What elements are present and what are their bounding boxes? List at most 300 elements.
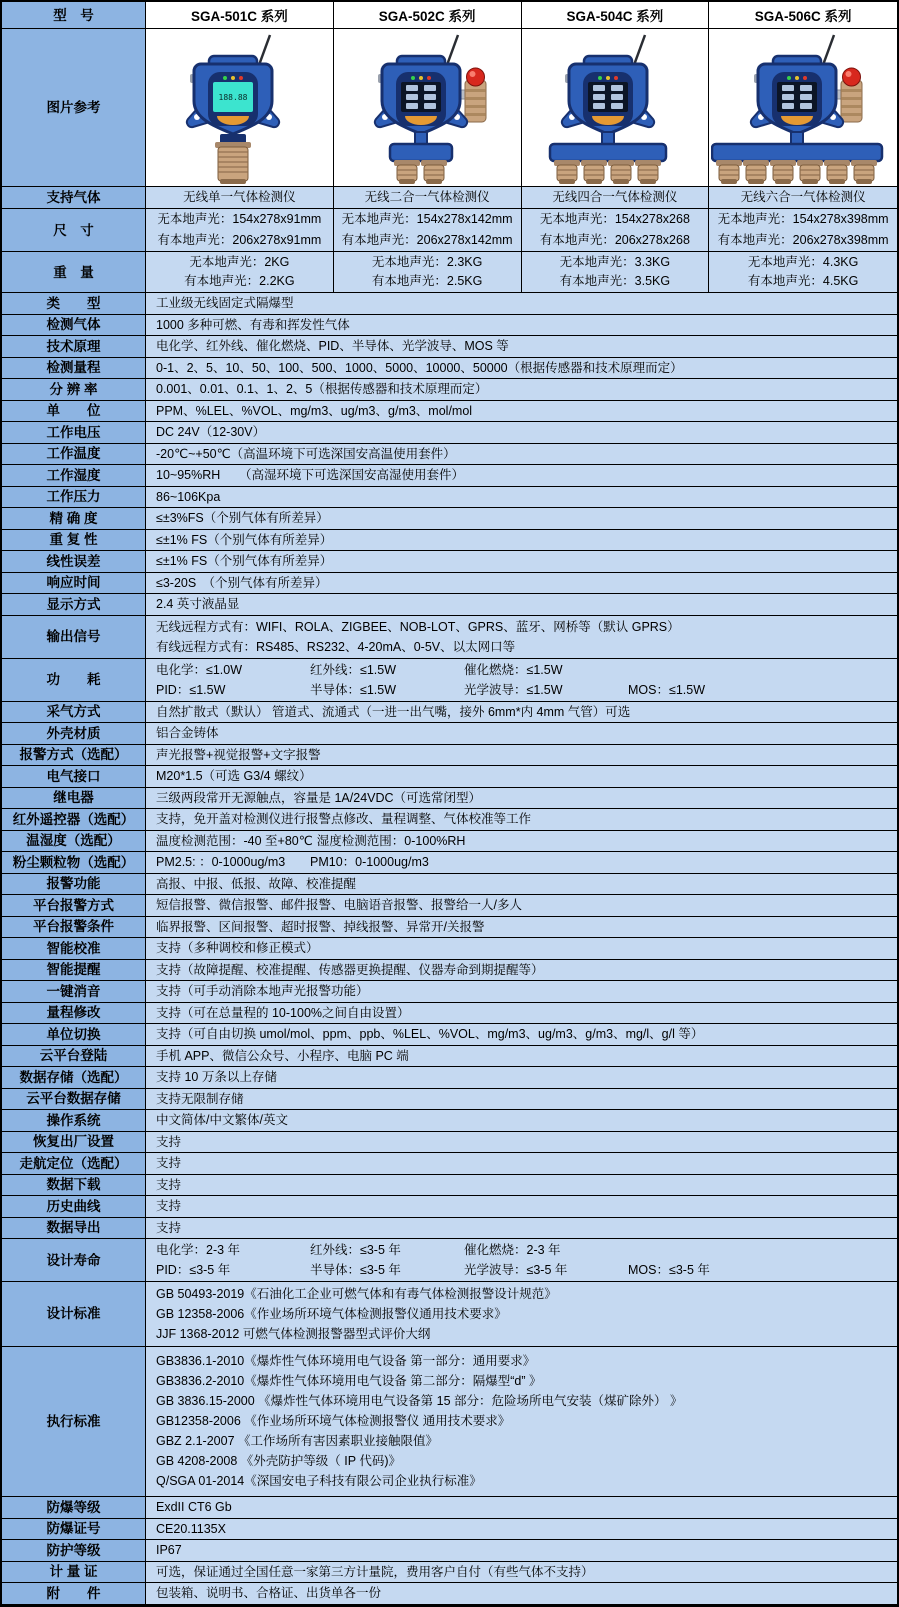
spec-row-label: 工作压力 (2, 487, 146, 509)
spec-row-label: 操作系统 (2, 1110, 146, 1132)
spec-value-cell (146, 1132, 897, 1154)
spec-value-cell (146, 401, 897, 423)
spec-value-segment: 光学波导：≤3-5 年 (464, 1263, 568, 1277)
spec-value-line (156, 530, 897, 550)
spec-value-segment: 支持（可在总量程的 10-100%之间自由设置） (156, 1005, 410, 1020)
spec-value-segment: 支持（故障提醒、校准提醒、传感器更换提醒、仪器寿命到期提醒等） (156, 962, 544, 977)
spec-value-line (156, 1371, 897, 1391)
spec-row-label: 显示方式 (2, 594, 146, 616)
spec-value-cell (146, 1067, 897, 1089)
product-value-cell (709, 252, 897, 293)
spec-value-segment: 支持（多种调校和修正模式） (156, 941, 319, 956)
spec-row-label: 继电器 (2, 788, 146, 810)
model-header: SGA-502C 系列 (334, 2, 522, 29)
spec-value-segment: IP67 (156, 1543, 182, 1558)
spec-value-segment: 工业级无线固定式隔爆型 (156, 296, 294, 311)
spec-row-label: 报警方式（选配） (2, 745, 146, 767)
spec-value-line (156, 1471, 897, 1491)
spec-row-label: 计 量 证 (2, 1562, 146, 1584)
spec-value-segment: 铝合金铸体 (156, 726, 219, 741)
spec-value-line (156, 315, 897, 335)
spec-value-line (156, 981, 897, 1001)
spec-value-cell (146, 874, 897, 896)
spec-row-label: 输出信号 (2, 616, 146, 659)
product-row (2, 187, 897, 209)
spec-row (2, 487, 897, 509)
spec-row-label: 防爆证号 (2, 1519, 146, 1541)
spec-row (2, 1132, 897, 1154)
spec-row (2, 616, 897, 659)
spec-row-label: 粉尘颗粒物（选配） (2, 852, 146, 874)
spec-row-label: 执行标准 (2, 1347, 146, 1498)
product-value-line: 无线四合一气体检测仪 (552, 190, 678, 204)
spec-row (2, 594, 897, 616)
spec-value-segment: GB3836.2-2010《爆炸性气体环境用电气设备 第二部分：隔爆型“d” 》 (156, 1374, 542, 1389)
spec-row (2, 422, 897, 444)
spec-value-segment: 半导体：≤1.5W (310, 682, 397, 697)
spec-row (2, 444, 897, 466)
spec-value-line (156, 401, 897, 421)
spec-row-label: 外壳材质 (2, 723, 146, 745)
device-image-SGA-501C-icon (146, 29, 334, 187)
spec-value-cell (146, 487, 897, 509)
spec-value-segment: 包装箱、说明书、合格证、出货单各一份 (156, 1586, 382, 1601)
spec-value-line (156, 1067, 897, 1087)
spec-row-label: 精 确 度 (2, 508, 146, 530)
spec-value-line (156, 1089, 897, 1109)
spec-row-label: 检测气体 (2, 315, 146, 337)
spec-value-line (156, 1218, 897, 1238)
spec-value-cell (146, 1540, 897, 1562)
spec-value-segment: 自然扩散式（默认） 管道式、流通式（一进一出气嘴，接外 6mm*内 4mm 气管）可选 (156, 704, 631, 719)
spec-row (2, 1282, 897, 1347)
spec-row-label: 平台报警方式 (2, 895, 146, 917)
spec-value-segment: 中文简体/中文繁体/英文 (156, 1113, 288, 1128)
product-value-cell (709, 187, 897, 209)
product-value-line: 有本地声光：206x278x398mm (717, 232, 889, 247)
spec-row (2, 1540, 897, 1562)
spec-value-segment: 电化学、红外线、催化燃烧、PID、半导体、光学波导、MOS 等 (156, 339, 509, 354)
spec-value-segment: 湿度检测范围：0-100%RH (316, 833, 466, 848)
product-value-line: 有本地声光：2.2KG (184, 274, 295, 289)
device-image-SGA-506C-icon (709, 29, 897, 187)
spec-value-segment: 86~106Kpa (156, 489, 221, 504)
product-value-line: 有本地声光：2.5KG (371, 274, 483, 289)
spec-value-cell (146, 1196, 897, 1218)
spec-row-label: 防护等级 (2, 1540, 146, 1562)
spec-row-label: 防爆等级 (2, 1497, 146, 1519)
spec-value-cell (146, 702, 897, 724)
spec-row (2, 745, 897, 767)
spec-value-line (156, 336, 897, 356)
spec-value-segment: 电化学：≤1.0W (156, 662, 243, 677)
spec-value-segment: 声光报警+视觉报警+文字报警 (156, 747, 321, 762)
spec-value-line (156, 938, 897, 958)
spec-value-segment: 支持 (156, 1156, 182, 1171)
spec-value-cell (146, 1562, 897, 1584)
spec-value-segment: 支持 10 万条以上存储 (156, 1070, 277, 1085)
spec-value-line (156, 788, 897, 808)
spec-row-label: 恢复出厂设置 (2, 1132, 146, 1154)
spec-row-label: 云平台登陆 (2, 1046, 146, 1068)
spec-value-segment: 可选，保证通过全国任意一家第三方计量院，费用客户自付（有些气体不支持） (156, 1564, 594, 1579)
product-value-line: 无本地声光：154x278x91mm (157, 212, 322, 227)
spec-value-line (156, 1024, 897, 1044)
spec-value-line (156, 1110, 897, 1130)
spec-value-segment: GB 3836.15-2000 《爆炸性气体环境用电气设备第 15 部分：危险场所电气安装（煤矿除外） 》 (156, 1394, 683, 1409)
spec-value-line (156, 766, 897, 786)
spec-row (2, 1562, 897, 1584)
spec-row-label: 数据存储（选配） (2, 1067, 146, 1089)
spec-value-line (156, 702, 897, 722)
spec-row-label: 附 件 (2, 1583, 146, 1605)
spec-value-cell (146, 917, 897, 939)
spec-value-segment: -20℃~+50℃（高温环境下可选深国安高温使用套件） (156, 446, 456, 461)
spec-value-line (156, 831, 897, 851)
spec-row (2, 831, 897, 853)
header-row (2, 2, 897, 29)
model-header: SGA-504C 系列 (522, 2, 710, 29)
product-value-line: 无线二合一气体检测仪 (364, 190, 490, 204)
spec-value-cell (146, 1218, 897, 1240)
spec-value-segment: 催化燃烧：≤1.5W (464, 662, 563, 677)
spec-row (2, 1347, 897, 1498)
spec-value-cell (146, 1003, 897, 1025)
spec-value-cell (146, 573, 897, 595)
spec-value-line (156, 680, 897, 700)
spec-row-label: 单 位 (2, 401, 146, 423)
spec-value-line (156, 895, 897, 915)
spec-value-line (156, 1451, 897, 1471)
spec-row (2, 659, 897, 702)
product-value-line: 有本地声光：206x278x268 (539, 232, 690, 247)
spec-value-segment: ≤3-20S （个别气体有所差异） (156, 575, 328, 590)
spec-value-segment: ExdII CT6 Gb (156, 1500, 232, 1515)
spec-value-cell (146, 788, 897, 810)
device-image-SGA-504C-icon (522, 29, 710, 187)
spec-value-segment: 支持 (156, 1134, 182, 1149)
model-header: SGA-501C 系列 (146, 2, 334, 29)
spec-row (2, 917, 897, 939)
spec-value-line (156, 1324, 897, 1344)
spec-value-segment: 催化燃烧：2-3 年 (464, 1243, 561, 1257)
spec-value-cell (146, 551, 897, 573)
spec-value-line (156, 358, 897, 378)
spec-value-segment: 支持（可手动消除本地声光报警功能） (156, 984, 369, 999)
spec-row-label: 线性误差 (2, 551, 146, 573)
product-value-cell (146, 187, 334, 209)
spec-value-line (156, 1562, 897, 1582)
spec-row-label: 电气接口 (2, 766, 146, 788)
spec-value-cell (146, 1153, 897, 1175)
spec-row (2, 938, 897, 960)
spec-row (2, 1046, 897, 1068)
spec-value-segment: 0-1、2、5、10、50、100、500、1000、5000、10000、50000（根据传感器和技术原理而定） (156, 360, 683, 375)
spec-row-label: 红外遥控器（选配） (2, 809, 146, 831)
spec-value-segment: CE20.1135X (156, 1521, 226, 1536)
product-value-cell (522, 187, 710, 209)
spec-value-line (156, 379, 897, 399)
spec-value-line (156, 660, 897, 680)
spec-value-segment: M20*1.5（可选 G3/4 螺纹） (156, 769, 312, 784)
spec-value-segment: 三级两段常开无源触点，容量是 1A/24VDC（可选常闭型） (156, 790, 482, 805)
spec-value-segment: GB12358-2006 《作业场所环境气体检测报警仪 通用技术要求》 (156, 1414, 511, 1429)
product-row (2, 252, 897, 293)
spec-value-segment: 临界报警、区间报警、超时报警、掉线报警、异常开/关报警 (156, 919, 485, 934)
spec-value-segment: ≤±1% FS（个别气体有所差异） (156, 532, 333, 547)
spec-value-segment: 0.001、0.01、0.1、1、2、5（根据传感器和技术原理而定） (156, 382, 488, 397)
spec-row-label: 数据下载 (2, 1175, 146, 1197)
spec-value-line (156, 1260, 897, 1280)
spec-row (2, 465, 897, 487)
spec-value-cell (146, 1519, 897, 1541)
spec-value-line (156, 1351, 897, 1371)
spec-value-line (156, 444, 897, 464)
spec-row-label: 工作电压 (2, 422, 146, 444)
spec-row-label: 设计标准 (2, 1282, 146, 1347)
spec-value-cell (146, 723, 897, 745)
spec-value-cell (146, 1089, 897, 1111)
spec-value-line (156, 573, 897, 593)
product-value-cell (146, 252, 334, 293)
spec-value-segment: 支持 (156, 1199, 182, 1214)
spec-row (2, 1110, 897, 1132)
spec-row-label: 温湿度（选配） (2, 831, 146, 853)
product-value-line: 无本地声光：154x278x142mm (341, 212, 513, 227)
spec-value-segment: GB 4208-2008 《外壳防护等级（ IP 代码)》 (156, 1454, 401, 1469)
spec-value-cell (146, 508, 897, 530)
product-value-line: 有本地声光：206x278x142mm (341, 232, 513, 247)
spec-value-cell (146, 938, 897, 960)
spec-row (2, 1196, 897, 1218)
spec-value-line (156, 1196, 897, 1216)
spec-value-segment: 温度检测范围：-40 至+80℃ (156, 833, 313, 848)
spec-value-line (156, 1304, 897, 1324)
spec-row (2, 852, 897, 874)
product-value-line: 无本地声光：3.3KG (559, 254, 671, 269)
spec-value-line (156, 1046, 897, 1066)
product-value-line: 无本地声光：154x278x268 (539, 212, 690, 227)
spec-value-line (156, 745, 897, 765)
spec-row (2, 1153, 897, 1175)
spec-row-label: 智能校准 (2, 938, 146, 960)
spec-row-label: 一键消音 (2, 981, 146, 1003)
spec-row-label: 设计寿命 (2, 1239, 146, 1282)
spec-value-segment: 电化学：2-3 年 (156, 1243, 241, 1257)
product-value-cell (146, 209, 334, 252)
spec-value-line (156, 1240, 897, 1260)
spec-value-line (156, 617, 897, 637)
spec-row (2, 315, 897, 337)
spec-value-line (156, 852, 897, 872)
spec-row (2, 723, 897, 745)
spec-value-line (156, 637, 897, 657)
spec-value-segment: 2.4 英寸液晶显 (156, 597, 240, 612)
spec-value-segment: 有线远程方式有：RS485、RS232、4-20mA、0-5V、以太网口等 (156, 639, 516, 654)
spec-row-label: 重 复 性 (2, 530, 146, 552)
spec-value-segment: 支持 (156, 1220, 182, 1235)
product-value-cell (334, 209, 522, 252)
spec-value-line (156, 917, 897, 937)
product-value-cell (709, 209, 897, 252)
spec-row (2, 788, 897, 810)
spec-value-cell (146, 852, 897, 874)
spec-value-cell (146, 336, 897, 358)
spec-row (2, 702, 897, 724)
spec-value-cell (146, 1239, 897, 1282)
product-value-cell (334, 252, 522, 293)
product-row (2, 209, 897, 252)
spec-value-cell (146, 422, 897, 444)
spec-value-cell (146, 465, 897, 487)
spec-value-line (156, 1175, 897, 1195)
spec-row (2, 1003, 897, 1025)
spec-value-segment: Q/SGA 01-2014《深国安电子科技有限公司企业执行标准》 (156, 1474, 482, 1489)
spec-value-segment: PID：≤3-5 年 (156, 1263, 231, 1277)
spec-row (2, 1519, 897, 1541)
spec-value-cell (146, 1110, 897, 1132)
spec-row (2, 1583, 897, 1605)
spec-value-segment: 半导体：≤3-5 年 (310, 1263, 401, 1277)
spec-row (2, 874, 897, 896)
image-row (2, 29, 897, 187)
spec-value-cell (146, 981, 897, 1003)
spec-value-cell (146, 809, 897, 831)
spec-row-label: 单位切换 (2, 1024, 146, 1046)
spec-row (2, 766, 897, 788)
spec-row-label: 技术原理 (2, 336, 146, 358)
spec-value-segment: MOS：≤1.5W (628, 682, 706, 697)
spec-row-label: 平台报警条件 (2, 917, 146, 939)
product-row-label: 重 量 (2, 252, 146, 293)
spec-row (2, 1239, 897, 1282)
spec-row (2, 1024, 897, 1046)
spec-value-line (156, 960, 897, 980)
spec-value-segment: 支持 (156, 1177, 182, 1192)
product-value-line: 有本地声光：4.5KG (747, 274, 859, 289)
product-row-label: 尺 寸 (2, 209, 146, 252)
product-value-line: 无线六合一气体检测仪 (740, 190, 866, 204)
spec-row-label: 报警功能 (2, 874, 146, 896)
spec-value-cell (146, 358, 897, 380)
spec-value-cell (146, 659, 897, 702)
spec-row (2, 508, 897, 530)
spec-value-segment: 手机 APP、微信公众号、小程序、电脑 PC 端 (156, 1048, 409, 1063)
spec-value-line (156, 1519, 897, 1539)
spec-value-cell (146, 530, 897, 552)
spec-row-label: 智能提醒 (2, 960, 146, 982)
spec-value-line (156, 1132, 897, 1152)
spec-value-cell (146, 315, 897, 337)
spec-value-line (156, 1284, 897, 1304)
product-value-line: 有本地声光：206x278x91mm (157, 232, 322, 247)
image-row-label: 图片参考 (2, 29, 146, 187)
spec-value-cell (146, 1046, 897, 1068)
product-value-line: 无本地声光：4.3KG (747, 254, 859, 269)
spec-value-line (156, 723, 897, 743)
spec-value-line (156, 594, 897, 614)
spec-value-line (156, 1153, 897, 1173)
spec-value-cell (146, 960, 897, 982)
spec-row-label: 分 辨 率 (2, 379, 146, 401)
spec-value-cell (146, 1583, 897, 1605)
spec-row (2, 379, 897, 401)
spec-row (2, 358, 897, 380)
product-value-cell (334, 187, 522, 209)
spec-value-segment: 无线远程方式有：WIFI、ROLA、ZIGBEE、NOB-LOT、GPRS、蓝牙、网桥等（默认 GPRS） (156, 619, 680, 634)
spec-row (2, 1497, 897, 1519)
spec-value-cell (146, 379, 897, 401)
spec-value-segment: 1000 多种可燃、有毒和挥发性气体 (156, 317, 350, 332)
spec-row-label: 工作温度 (2, 444, 146, 466)
spec-value-segment: 支持无限制存储 (156, 1091, 244, 1106)
spec-value-segment: 红外线：≤1.5W (310, 662, 397, 677)
spec-value-line (156, 487, 897, 507)
spec-value-line (156, 1391, 897, 1411)
spec-row-label: 历史曲线 (2, 1196, 146, 1218)
spec-row (2, 895, 897, 917)
device-image-SGA-502C-icon (334, 29, 522, 187)
spec-value-cell (146, 1347, 897, 1498)
spec-row-label: 数据导出 (2, 1218, 146, 1240)
spec-value-line (156, 1583, 897, 1603)
spec-value-line (156, 1431, 897, 1451)
spec-value-cell (146, 1497, 897, 1519)
spec-value-segment: PPM、%LEL、%VOL、mg/m3、ug/m3、g/m3、mol/mol (156, 403, 473, 418)
spec-value-cell (146, 1175, 897, 1197)
spec-value-cell (146, 1282, 897, 1347)
spec-value-cell (146, 444, 897, 466)
spec-row-label: 采气方式 (2, 702, 146, 724)
spec-value-segment: 支持（可自由切换 umol/mol、ppm、ppb、%LEL、%VOL、mg/m3、ug/m3、g/m3、mg/l、g/l 等） (156, 1027, 704, 1042)
spec-row (2, 1089, 897, 1111)
spec-value-segment: 支持，免开盖对检测仪进行报警点修改、量程调整、气体校准等工作 (156, 812, 532, 827)
spec-row (2, 809, 897, 831)
spec-row (2, 336, 897, 358)
model-header: SGA-506C 系列 (709, 2, 897, 29)
spec-row (2, 573, 897, 595)
spec-value-segment: 光学波导：≤1.5W (464, 682, 563, 697)
spec-row (2, 1218, 897, 1240)
spec-value-segment: GBZ 2.1-2007 《工作场所有害因素职业接触限值》 (156, 1434, 438, 1449)
spec-value-cell (146, 616, 897, 659)
spec-value-segment: 红外线：≤3-5 年 (310, 1243, 401, 1257)
spec-value-segment: ≤±1% FS（个别气体有所差异） (156, 554, 333, 569)
spec-value-line (156, 1411, 897, 1431)
spec-value-segment: GB 12358-2006《作业场所环境气体检测报警仪通用技术要求》 (156, 1306, 507, 1321)
spec-value-segment: JJF 1368-2012 可燃气体检测报警器型式评价大纲 (156, 1326, 431, 1341)
spec-value-cell (146, 831, 897, 853)
spec-value-line (156, 1003, 897, 1023)
product-value-line: 无线单一气体检测仪 (183, 190, 296, 204)
product-value-line: 有本地声光：3.5KG (559, 274, 671, 289)
spec-value-cell (146, 766, 897, 788)
spec-row (2, 981, 897, 1003)
product-value-cell (522, 209, 710, 252)
spec-value-segment: 高报、中报、低报、故障、校准提醒 (156, 876, 357, 891)
spec-value-cell (146, 895, 897, 917)
spec-value-segment: GB3836.1-2010《爆炸性气体环境用电气设备 第一部分：通用要求》 (156, 1354, 536, 1369)
spec-row-label: 功 耗 (2, 659, 146, 702)
product-value-cell (522, 252, 710, 293)
spec-row-label: 检测量程 (2, 358, 146, 380)
svg-text:188.88: 188.88 (218, 93, 248, 102)
spec-row (2, 401, 897, 423)
spec-row-label: 类 型 (2, 293, 146, 315)
spec-value-line (156, 465, 897, 485)
spec-value-segment: PM10：0-1000ug/m3 (310, 855, 429, 870)
spec-value-line (156, 1540, 897, 1560)
